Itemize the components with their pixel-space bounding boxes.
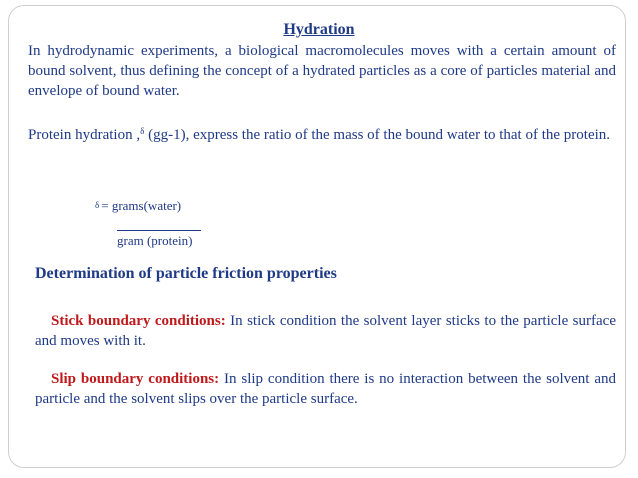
slip-boundary-text: In slip condition there is no interaction between the solvent and particle and the solvent slips over the particle surface.: [35, 371, 616, 407]
formula-delta-symbol: δ: [95, 200, 100, 210]
slip-boundary-label: Slip boundary conditions:: [51, 371, 220, 387]
stick-boundary-label: Stick boundary conditions:: [51, 313, 226, 329]
formula-denominator: gram (protein): [117, 233, 193, 248]
slide-title: Hydration: [283, 21, 355, 38]
paragraph2-after: (gg-1), express the ratio of the mass of the bound water to that of the protein.: [144, 127, 611, 143]
formula-numerator-text: = grams(water): [101, 198, 182, 213]
hydration-paragraph: In hydrodynamic experiments, a biological macromolecules moves with a certain amount of bound solvent, thus defining the concept of a hydrated particles as a core of particles material and envelope of bound water.: [28, 43, 616, 99]
section-heading: Determination of particle friction properties: [35, 265, 337, 282]
stick-boundary-paragraph: [35, 311, 616, 351]
paragraph2-before: Protein hydration ,: [28, 127, 141, 143]
delta-symbol: δ: [140, 126, 145, 136]
fraction-line: [117, 230, 201, 231]
slip-boundary-paragraph: [35, 369, 616, 409]
stick-boundary-text: In stick condition the solvent layer sticks to the particle surface and moves with it.: [35, 313, 616, 349]
formula-numerator: [95, 198, 181, 214]
protein-hydration-paragraph: [28, 121, 616, 145]
